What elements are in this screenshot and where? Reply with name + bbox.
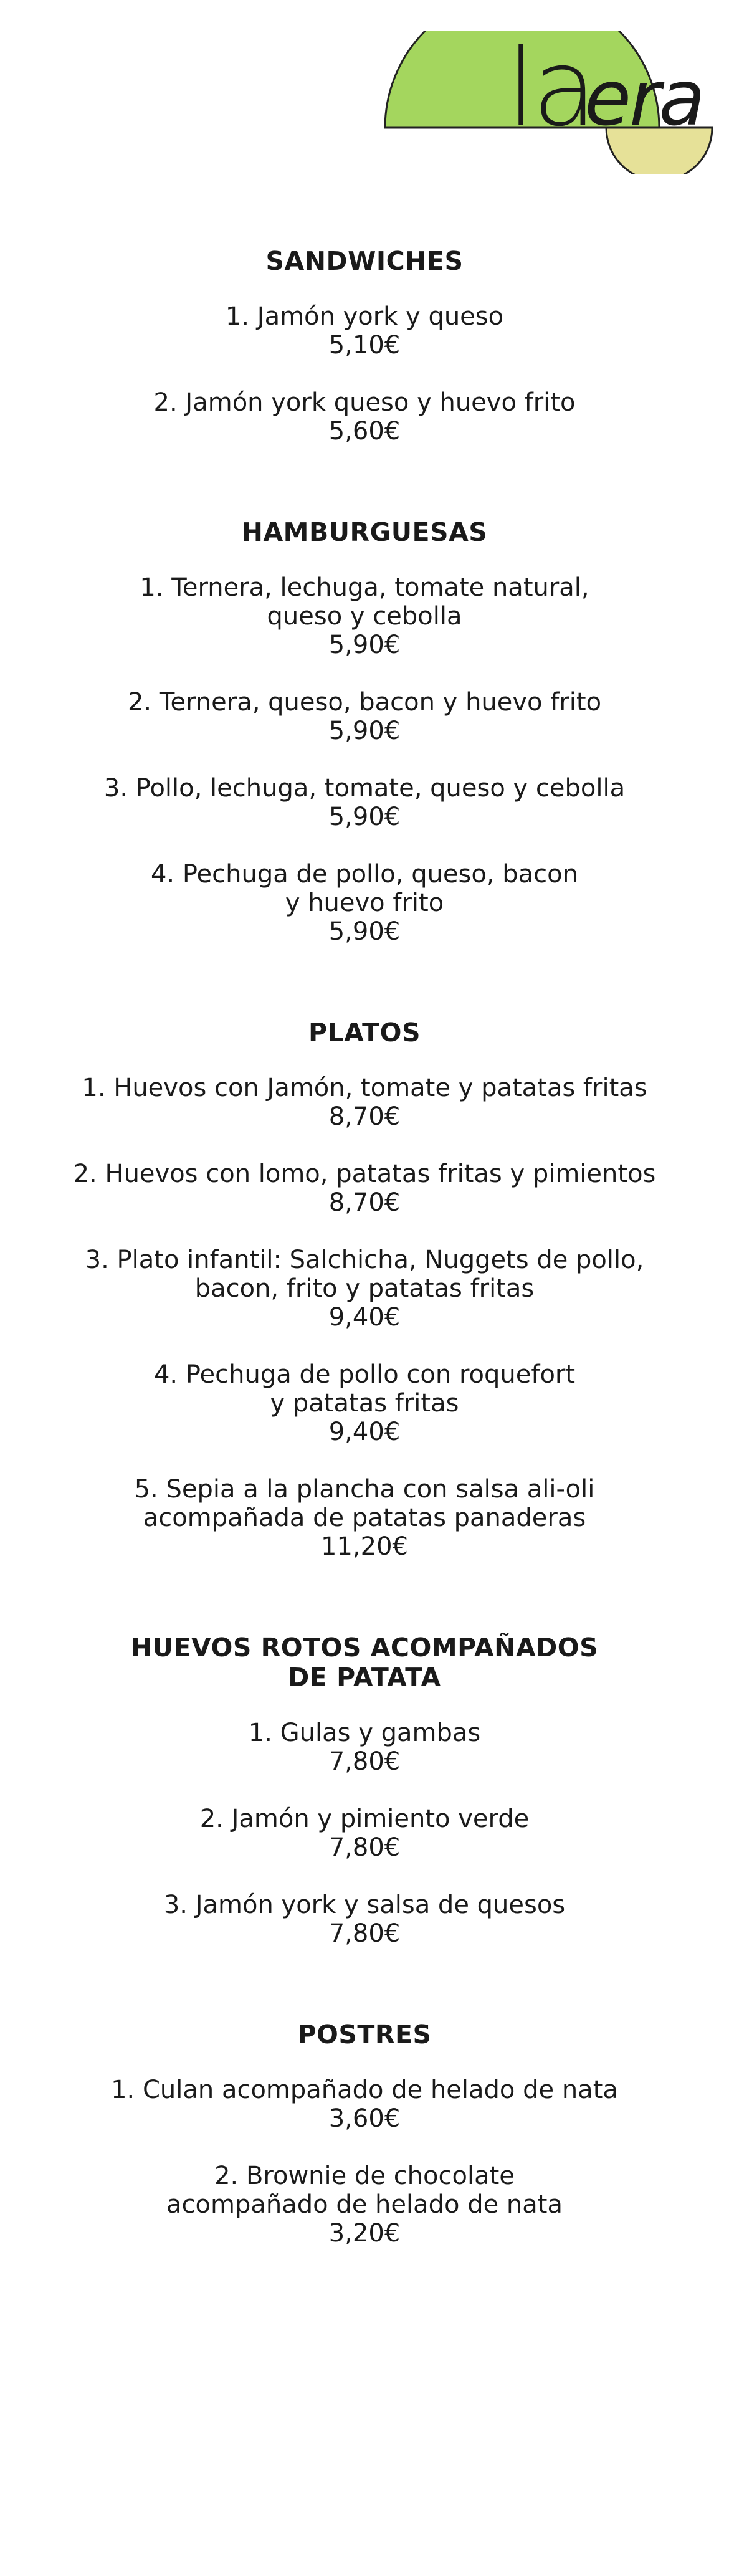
menu-item (0, 302, 729, 360)
item-name: 1. Culan acompañado de helado de nata (111, 2076, 618, 2104)
la-era-logo-graphic (366, 31, 715, 174)
item-name-continued: y patatas fritas (270, 1389, 459, 1418)
menu-item (0, 573, 729, 659)
section-title (0, 246, 729, 276)
menu-section-huevos-rotos (0, 1633, 729, 1948)
item-price: 5,90€ (328, 917, 401, 946)
menu-section-postres (0, 2020, 729, 2248)
menu-section-platos (0, 1018, 729, 1561)
menu-item (0, 688, 729, 745)
section-title-line: POSTRES (297, 2020, 432, 2049)
item-price: 5,90€ (328, 631, 401, 659)
menu-item (0, 1805, 729, 1862)
logo-text-era: era (584, 54, 703, 143)
item-price: 3,20€ (328, 2219, 401, 2248)
item-name-continued: acompañada de patatas panaderas (143, 1504, 586, 1532)
item-name-continued: acompañado de helado de nata (166, 2190, 563, 2219)
item-name: 2. Huevos con lomo, patatas fritas y pimientos (73, 1160, 656, 1188)
item-price: 5,90€ (328, 717, 401, 745)
item-price: 5,60€ (328, 417, 401, 446)
menu-item (0, 774, 729, 831)
item-name: 2. Brownie de chocolate (214, 2162, 515, 2190)
item-name: 2. Jamón york queso y huevo frito (153, 388, 576, 417)
menu-item (0, 2076, 729, 2133)
item-name: 1. Gulas y gambas (248, 1719, 481, 1747)
menu-item (0, 860, 729, 946)
item-price: 7,80€ (328, 1919, 401, 1948)
menu-item (0, 1160, 729, 1217)
item-price: 5,10€ (328, 331, 401, 360)
item-name: 3. Pollo, lechuga, tomate, queso y cebolla (103, 774, 626, 803)
brand-logo (366, 31, 715, 174)
menu-item (0, 1246, 729, 1332)
item-price: 7,80€ (328, 1833, 401, 1862)
item-name: 1. Huevos con Jamón, tomate y patatas fritas (82, 1074, 647, 1102)
menu-item (0, 1891, 729, 1948)
menu-item (0, 1360, 729, 1446)
menu-item (0, 1475, 729, 1561)
item-name: 1. Ternera, lechuga, tomate natural, (140, 573, 589, 602)
item-name: 1. Jamón york y queso (225, 302, 504, 331)
item-name: 3. Jamón york y salsa de quesos (163, 1891, 566, 1919)
section-title-line: DE PATATA (288, 1662, 441, 1692)
item-name: 2. Ternera, queso, bacon y huevo frito (127, 688, 602, 717)
item-name: 2. Jamón y pimiento verde (199, 1805, 530, 1833)
item-name-continued: queso y cebolla (267, 602, 462, 631)
menu-section-hamburguesas (0, 517, 729, 946)
section-title-line: PLATOS (308, 1018, 421, 1047)
item-name: 5. Sepia a la plancha con salsa ali-oli (134, 1475, 595, 1504)
item-price: 3,60€ (328, 2104, 401, 2133)
menu-item (0, 2162, 729, 2248)
menu-list (0, 246, 729, 2319)
menu-section-sandwiches (0, 246, 729, 446)
item-price: 5,90€ (328, 803, 401, 831)
menu-item (0, 1074, 729, 1131)
logo-text-la: la (507, 31, 594, 150)
menu-item (0, 388, 729, 446)
item-price: 9,40€ (328, 1303, 401, 1332)
item-price: 8,70€ (328, 1102, 401, 1131)
item-price: 7,80€ (328, 1747, 401, 1776)
item-name-continued: y huevo frito (285, 889, 444, 917)
item-name: 4. Pechuga de pollo, queso, bacon (150, 860, 578, 889)
item-price: 9,40€ (328, 1418, 401, 1446)
item-price: 11,20€ (321, 1532, 408, 1561)
section-title (0, 1018, 729, 1047)
section-title-line: HUEVOS ROTOS ACOMPAÑADOS (130, 1633, 599, 1662)
section-title (0, 517, 729, 547)
menu-item (0, 1719, 729, 1776)
item-name: 4. Pechuga de pollo con roquefort (153, 1360, 576, 1389)
section-title-line: HAMBURGUESAS (241, 517, 488, 547)
item-name: 3. Plato infantil: Salchicha, Nuggets de pollo, (85, 1246, 644, 1274)
section-title (0, 1633, 729, 1692)
section-title (0, 2020, 729, 2049)
section-title-line: SANDWICHES (265, 246, 464, 276)
item-price: 8,70€ (328, 1188, 401, 1217)
item-name-continued: bacon, frito y patatas fritas (194, 1274, 535, 1303)
